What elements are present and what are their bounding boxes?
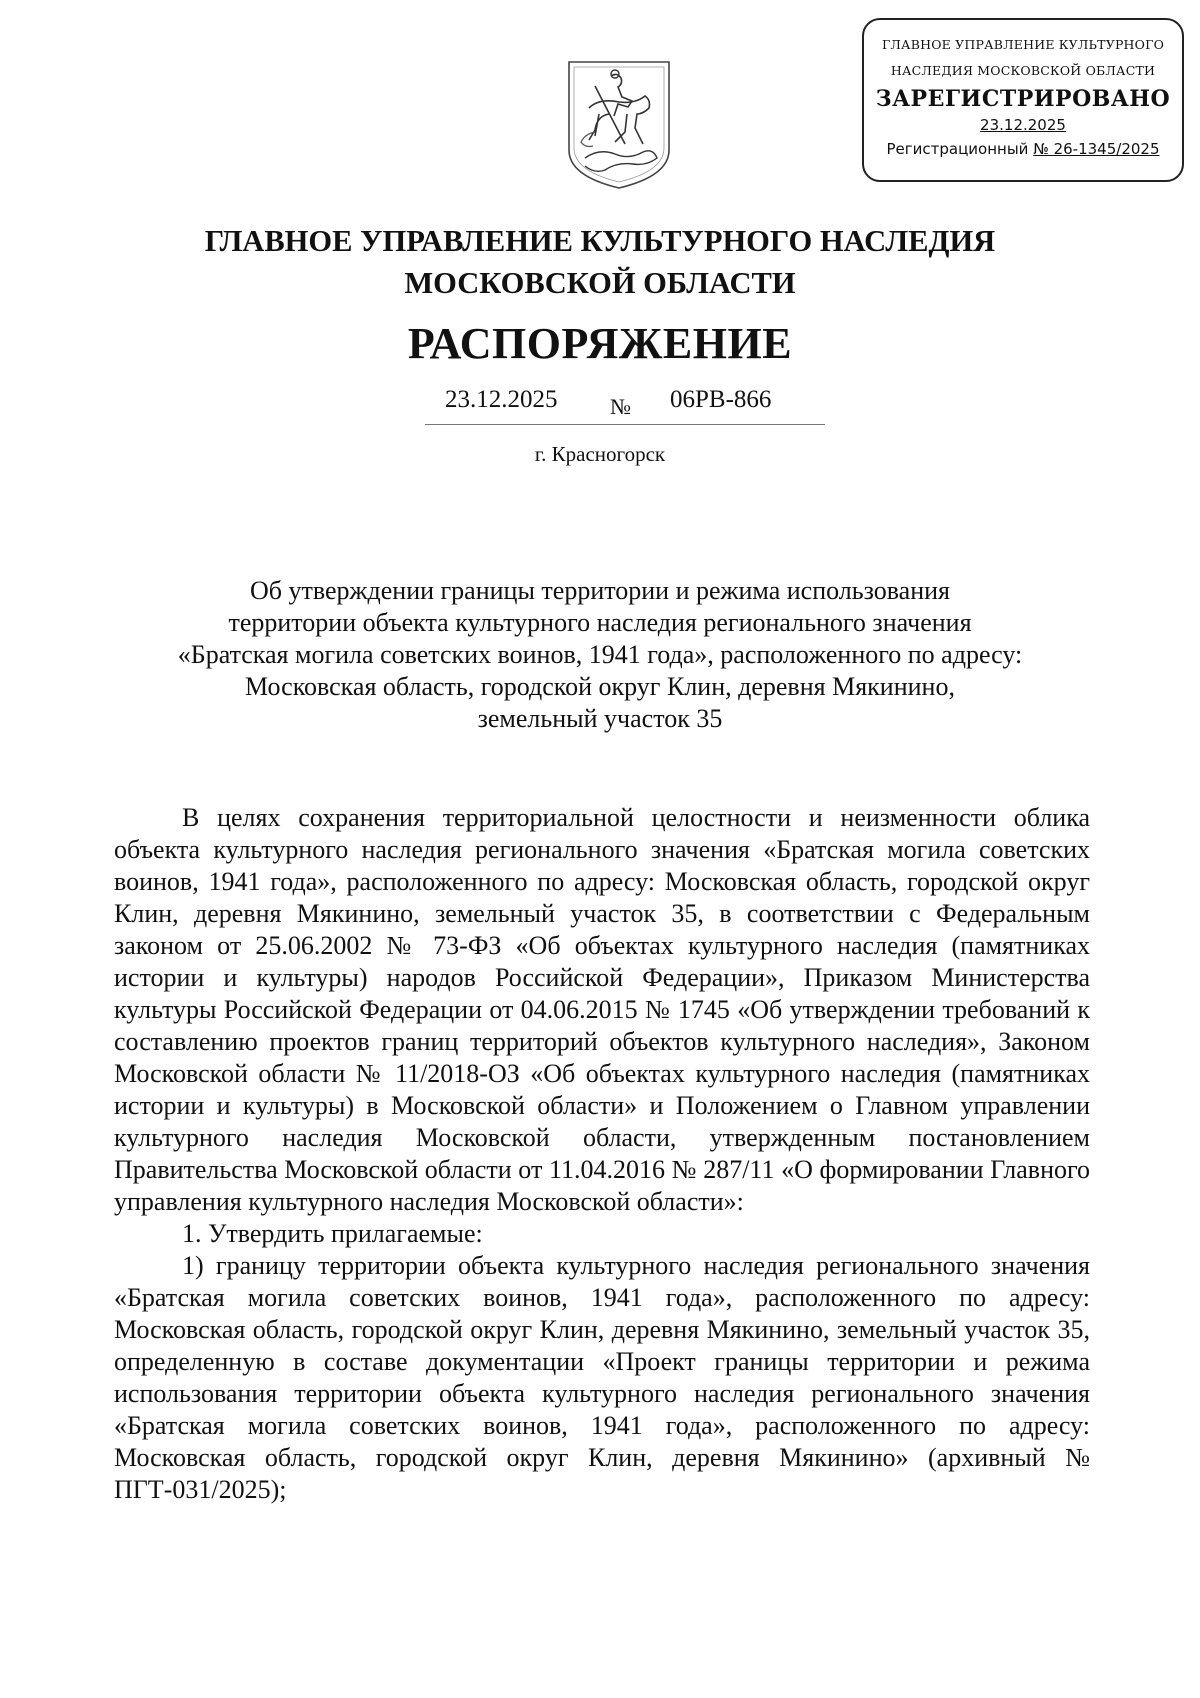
stamp-organization xyxy=(864,32,1182,84)
subject-line: территории объекта культурного наследия регионального значения xyxy=(228,608,972,637)
document-date: 23.12.2025 xyxy=(445,386,558,413)
number-sign: № xyxy=(610,394,631,419)
agency-name-line-1: ГЛАВНОЕ УПРАВЛЕНИЕ КУЛЬТУРНОГО НАСЛЕДИЯ xyxy=(204,224,996,258)
document-city: г. Красногорск xyxy=(534,442,666,466)
agency-name xyxy=(0,220,1200,304)
document-number: 06РВ-866 xyxy=(670,386,772,413)
date-number-line xyxy=(425,384,825,425)
subject-line: «Братская могила советских воинов, 1941 года», расположенного по адресу: xyxy=(177,640,1023,669)
coat-of-arms-emblem xyxy=(565,58,673,192)
registration-stamp xyxy=(862,18,1184,182)
stamp-date: 23.12.2025 xyxy=(980,116,1066,134)
document-body xyxy=(114,802,1090,1506)
stamp-registration-number xyxy=(864,140,1182,158)
agency-name-line-2: МОСКОВСКОЙ ОБЛАСТИ xyxy=(404,266,796,300)
item-1-1-paragraph: 1) границу территории объекта культурного наследия регионального значения «Братская могила советских воинов, 1941 года», расположенного по адресу: Московская область, городской округ Клин, деревня Мякинино, земельный участок 35, определенную в составе документации «Проект границы территории и режима использования территории объекта культурного наследия регионального значения «Братская могила советских воинов, 1941 года», расположенного по адресу: Московская область, городской округ Клин, деревня Мякинино» (архивный № ПГТ-031/2025); xyxy=(114,1251,1090,1504)
stamp-reg-label: Регистрационный xyxy=(886,140,1029,158)
item-1-paragraph: 1. Утвердить прилагаемые: xyxy=(182,1219,483,1248)
stamp-reg-number: № 26-1345/2025 xyxy=(1033,140,1160,158)
stamp-org-line-1: ГЛАВНОЕ УПРАВЛЕНИЕ КУЛЬТУРНОГО xyxy=(881,37,1165,52)
subject-line: Московская область, городской округ Клин, деревня Мякинино, xyxy=(245,672,955,701)
document-type-title: РАСПОРЯЖЕНИЕ xyxy=(407,319,793,368)
stamp-org-line-2: НАСЛЕДИЯ МОСКОВСКОЙ ОБЛАСТИ xyxy=(890,63,1156,78)
subject-line: земельный участок 35 xyxy=(477,704,723,733)
document-subject xyxy=(150,575,1050,735)
stamp-status: ЗАРЕГИСТРИРОВАНО xyxy=(875,86,1171,112)
preamble-paragraph: В целях сохранения территориальной целостности и неизменности облика объекта культурного наследия регионального значения «Братская могила советских воинов, 1941 года», расположенного по адресу: Московская область, городской округ Клин, деревня Мякинино, земельный участок 35, в соответствии с Федеральным законом от 25.06.2002 № 73-ФЗ «Об объектах культурного наследия (памятниках истории и культуры) народов Российской Федерации», Приказом Министерства культуры Российской Федерации от 04.06.2015 № 1745 «Об утверждении требований к составлению проектов границ территорий объектов культурного наследия», Законом Московской области № 11/2018-ОЗ «Об объектах культурного наследия (памятниках истории и культуры) в Московской области» и Положением о Главном управлении культурного наследия Московской области, утвержденным постановлением Правительства Московской области от 11.04.2016 № 287/11 «О формировании Главного управления культурного наследия Московской области»: xyxy=(114,803,1090,1216)
subject-line: Об утверждении границы территории и режима использования xyxy=(250,576,950,605)
